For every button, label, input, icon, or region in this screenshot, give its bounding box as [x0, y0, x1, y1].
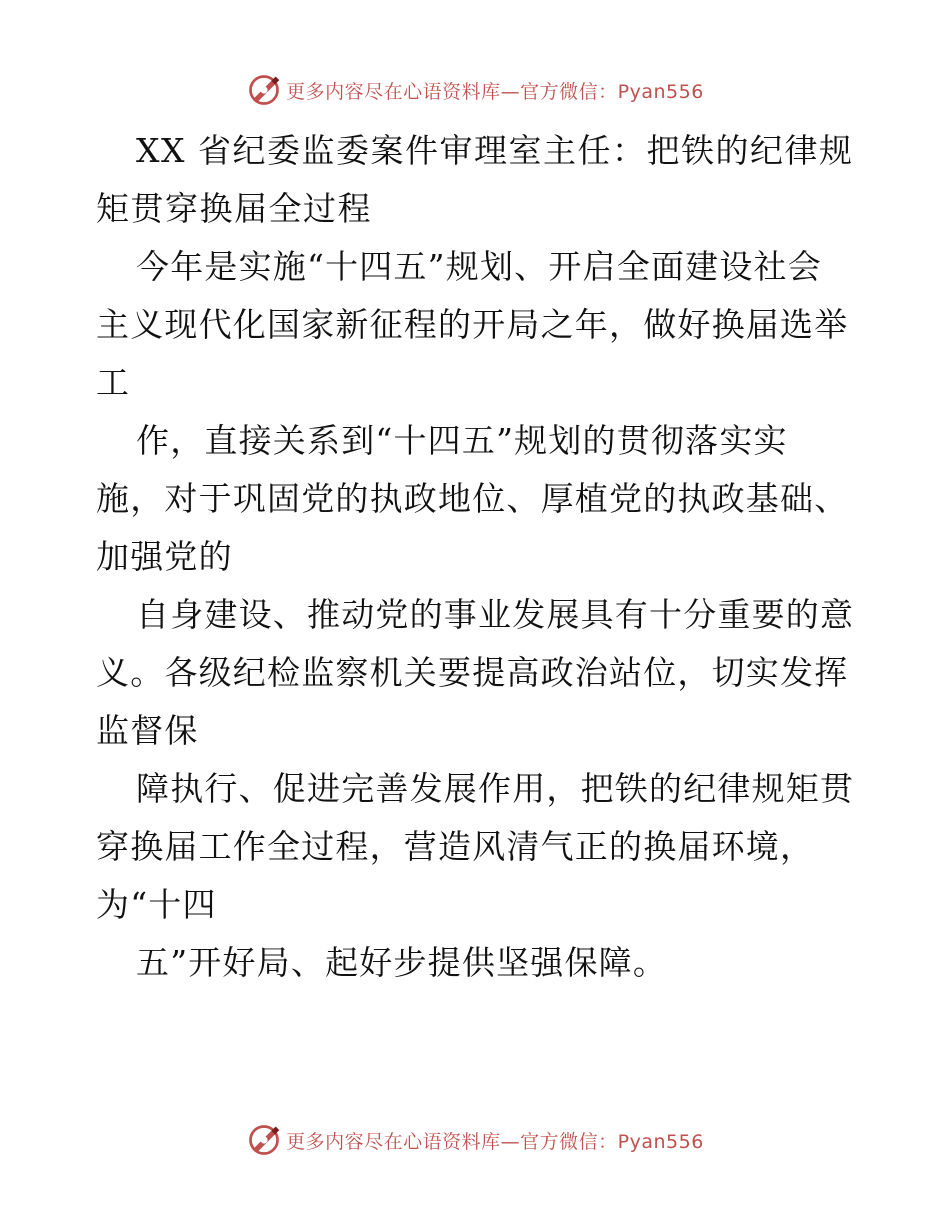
body-line: 作，直接关系到“十四五”规划的贯彻落实实	[136, 421, 788, 460]
title-line: 矩贯穿换届全过程	[96, 189, 372, 228]
body-line: 五”开好局、起好步提供坚强保障。	[136, 943, 668, 982]
body-line: 施，对于巩固党的执政地位、厚植党的执政基础、	[96, 479, 849, 518]
body-line: 为“十四	[96, 885, 217, 924]
pen-logo-icon	[246, 72, 282, 108]
watermark-text: 更多内容尽在心语资料库—官方微信：Pyan556	[286, 80, 704, 103]
footer-watermark	[0, 1120, 950, 1160]
title-line: XX 省纪委监委案件审理室主任：把铁的纪律规	[136, 131, 854, 170]
body-line: 障执行、促进完善发展作用，把铁的纪律规矩贯	[136, 769, 855, 808]
body-line: 义。各级纪检监察机关要提高政治站位，切实发挥	[96, 653, 849, 692]
body-line: 今年是实施“十四五”规划、开启全面建设社会	[136, 247, 822, 286]
body-line: 穿换届工作全过程，营造风清气正的换届环境，	[96, 827, 815, 866]
document-body	[96, 122, 856, 992]
body-line: 主义现代化国家新征程的开局之年，做好换届选举	[96, 305, 849, 344]
body-line: 监督保	[96, 711, 199, 750]
watermark-text: 更多内容尽在心语资料库—官方微信：Pyan556	[286, 1130, 704, 1153]
body-line: 加强党的	[96, 537, 233, 576]
body-line: 工	[96, 363, 131, 402]
pen-logo-icon	[246, 1122, 282, 1158]
body-line: 自身建设、推动党的事业发展具有十分重要的意	[136, 595, 855, 634]
header-watermark	[0, 70, 950, 110]
